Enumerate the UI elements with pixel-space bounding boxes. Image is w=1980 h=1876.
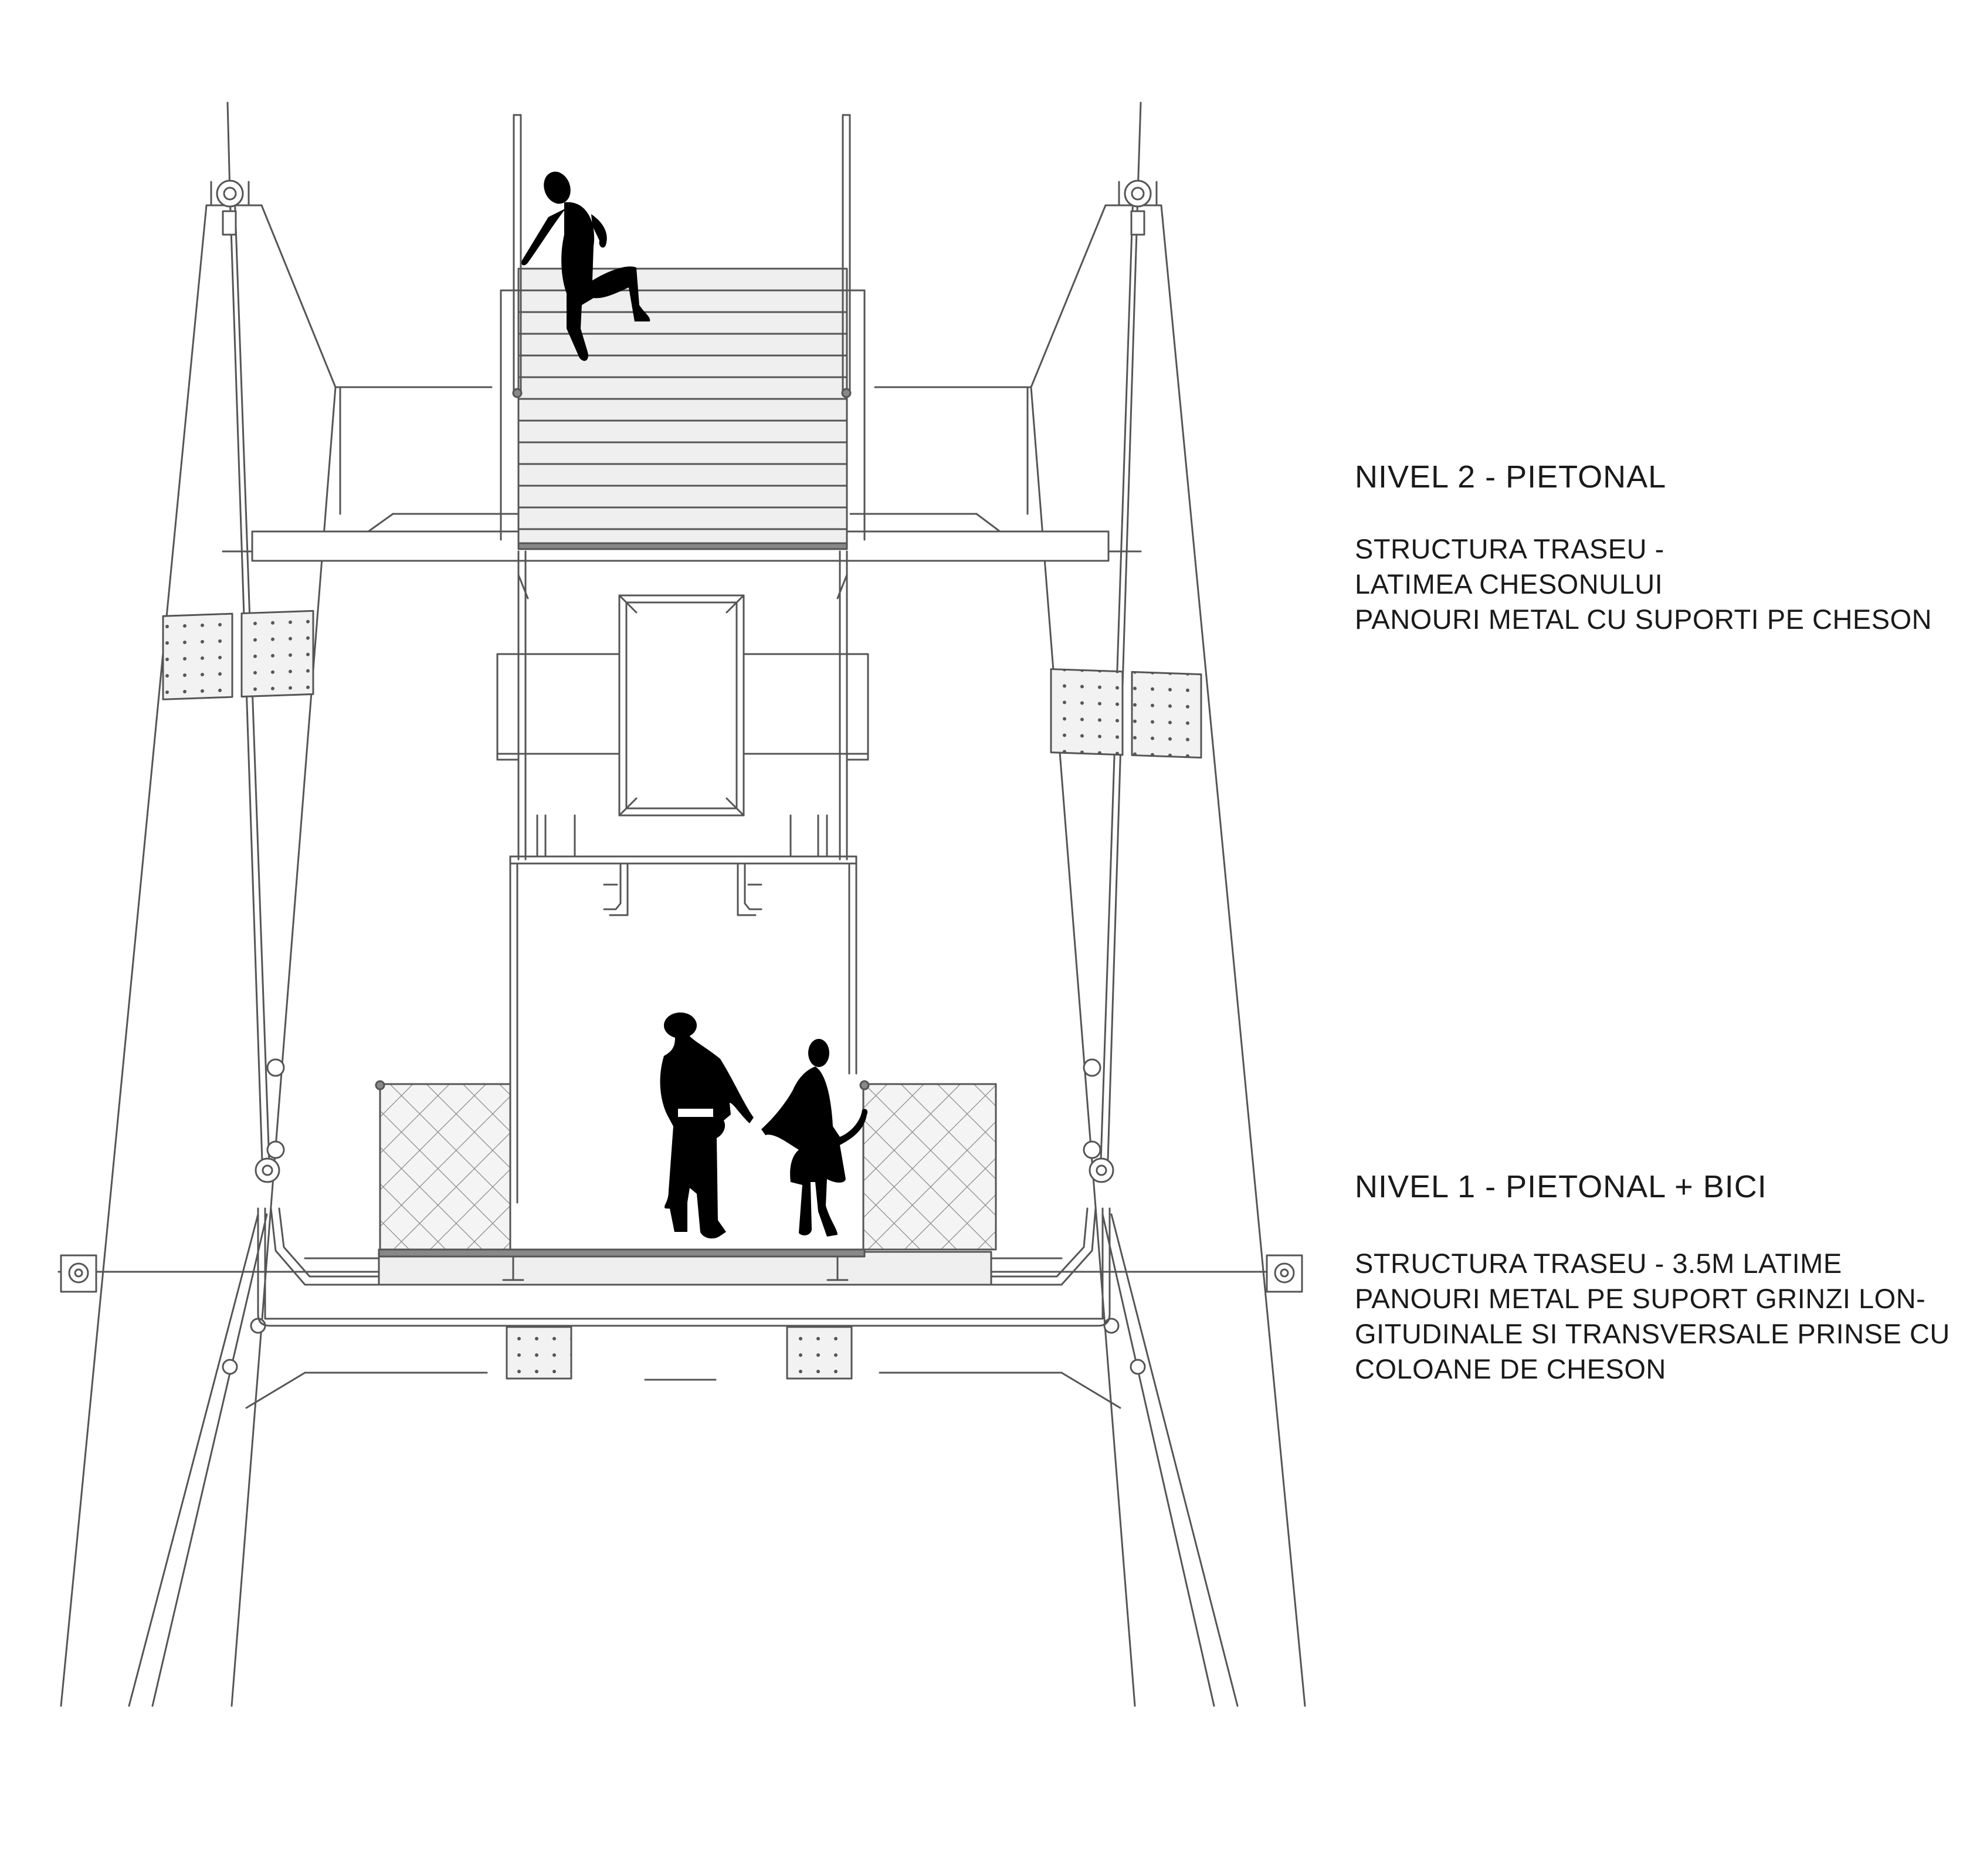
level2-line-1: STRUCTURA TRASEU - xyxy=(1355,533,1664,564)
level2-description xyxy=(1355,531,1932,637)
level1-annotation xyxy=(1355,1169,1950,1387)
gusset-plate-left-inner xyxy=(242,611,313,696)
level2-walkway-panels xyxy=(501,269,864,549)
cable-anchor-left xyxy=(61,1059,284,1374)
child-silhouette xyxy=(761,1039,867,1237)
level1-description xyxy=(1355,1246,1950,1387)
right-cable xyxy=(1100,103,1290,1706)
gusset-plate-right-outer xyxy=(1132,672,1201,757)
gusset-plate-left-outer xyxy=(163,614,232,699)
level1-line-3: GITUDINALE SI TRANSVERSALE PRINSE CU xyxy=(1355,1318,1950,1349)
level1-mesh-railing-left xyxy=(376,1081,510,1249)
level1-line-4: COLOANE DE CHESON xyxy=(1355,1353,1666,1384)
level1-line-2: PANOURI METAL PE SUPORT GRINZI LON- xyxy=(1355,1283,1926,1314)
level2-annotation xyxy=(1355,459,1932,637)
left-pylon xyxy=(61,205,491,1706)
level2-line-2: LATIMEA CHESONULUI xyxy=(1355,568,1663,600)
adult-silhouette xyxy=(660,1013,754,1238)
level1-mesh-railing-right xyxy=(860,1081,996,1249)
gusset-plate-right-inner xyxy=(1051,669,1123,755)
level1-title: NIVEL 1 - PIETONAL + BICI xyxy=(1355,1169,1767,1204)
cross-frame-brackets xyxy=(604,863,761,915)
level2-line-3: PANOURI METAL CU SUPORTI PE CHESON xyxy=(1355,604,1932,635)
right-pylon xyxy=(875,205,1305,1706)
level1-line-1: STRUCTURA TRASEU - 3.5M LATIME xyxy=(1355,1248,1842,1279)
level2-title: NIVEL 2 - PIETONAL xyxy=(1355,459,1667,495)
